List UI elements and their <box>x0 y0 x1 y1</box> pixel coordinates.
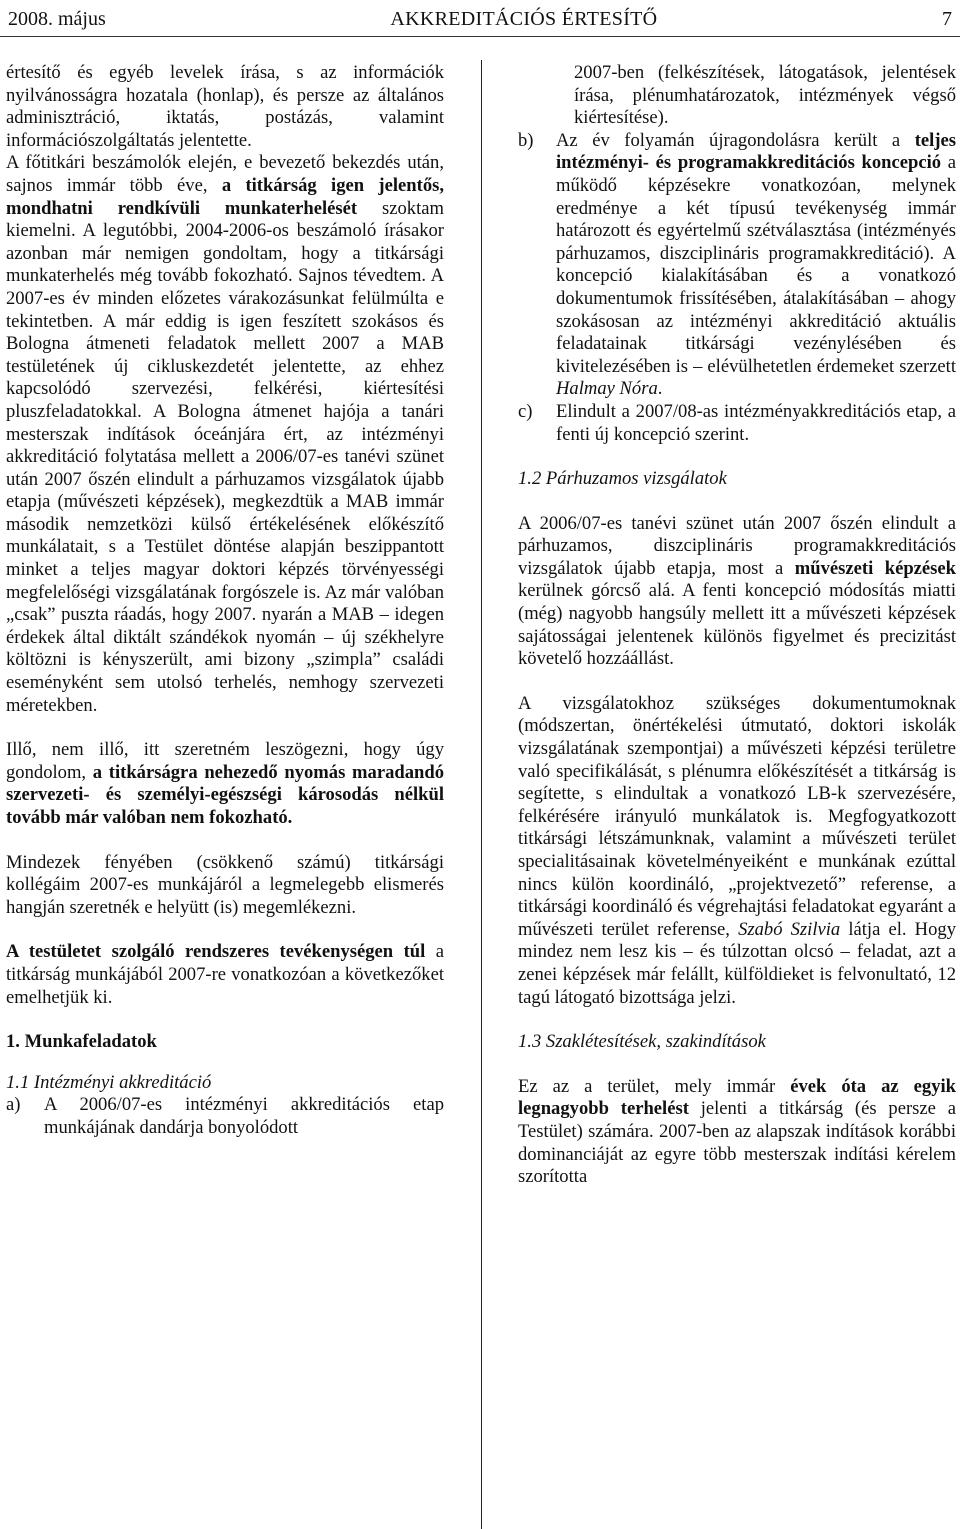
person-name: Halmay Nóra <box>556 378 658 400</box>
person-name: Szabó Szilvia <box>738 918 841 940</box>
list-item <box>6 1094 444 1139</box>
header-rule <box>0 36 960 37</box>
paragraph: Illő, nem illő, itt szeretném leszögezni, hogy úgy gondolom, a titkárságra nehezedő nyomás maradandó szervezeti- és személyi-egészségi károsodás nélkül tovább már valóban nem fokozható. <box>6 739 444 828</box>
list-text: Az év folyamán újragondolásra került a teljes intézményi- és programakkreditációs koncepció a működő képzésekre vonatkozóan, melynek eredménye a két típusú tevékenység immár határozott és egyértelmű szétválasztása (intézményés párhuzamos, diszciplináris programakkreditáció). A koncepció kialakításában és a vonatkozó dokumentumok frissítésében, átalakításában – ahogy szokásosan az intézményi akkreditáció aktuális feladatainak titkársági vezénylésében és kivitelezésében is – elévülhetetlen érdemeket szerzett Halmay Nóra. <box>556 129 956 400</box>
right-column <box>518 62 956 1189</box>
header-date: 2008. május <box>8 7 106 30</box>
column-divider <box>481 60 482 1529</box>
list-text: Elindult a 2007/08-as intézményakkreditációs etap, a fenti új koncepció szerint. <box>556 400 956 445</box>
emphasis: A testületet szolgáló rendszeres tevékenységen túl <box>6 941 426 963</box>
subsection-heading: 1.3 Szaklétesítések, szakindítások <box>518 1031 766 1053</box>
paragraph: A testületet szolgáló rendszeres tevékenységen túl a titkárság munkájából 2007-re vonatkozóan a következőket emelhetjük ki. <box>6 941 444 1008</box>
list-item <box>518 130 956 401</box>
emphasis: művészeti képzések <box>794 557 956 579</box>
emphasis: teljes intézményi- és programakkreditációs koncepció <box>556 129 956 174</box>
list-item <box>518 401 956 446</box>
list-label: a) <box>6 1094 21 1116</box>
header-magazine-title: AKKREDITÁCIÓS ÉRTESÍTŐ <box>390 7 658 30</box>
emphasis: a titkárság igen jelentős, mondhatni rendkívüli munkaterhelését <box>6 174 444 219</box>
list-text: A 2006/07-es intézményi akkreditációs etap munkájának dandárja bonyolódott <box>44 1094 444 1138</box>
paragraph: A 2006/07-es tanévi szünet után 2007 őszén elindult a párhuzamos, diszciplináris programakkreditációs vizsgálatok újabb etapja, most a művészeti képzések kerülnek górcső alá. A fenti koncepció módosítás miatti (még) nagyobb hangsúly mellett itt a művészeti képzések sajátosságai jelentenek különös figyelmet és precizitást követelő hozzáállást. <box>518 512 956 670</box>
paragraph: Ez az a terület, mely immár évek óta az egyik legnagyobb terhelést jelenti a titkárság (és persze a Testület) számára. 2007-ben az alapszak indítások korábbi dominanciáját az egyre több mesterszak indítási kérelem szorította <box>518 1075 956 1188</box>
list-label: b) <box>518 129 534 151</box>
list-label: c) <box>518 400 533 422</box>
paragraph: A főtitkári beszámolók elején, e bevezető bekezdés után, sajnos immár több éve, a titkárság igen jelentős, mondhatni rendkívüli munkaterhelését szoktam kiemelni. A legutóbbi, 2004-2006-os beszámoló írásakor azonban már nemigen gondoltam, hogy a titkársági munkaterhelés még tovább fokozható. Sajnos tévedtem. A 2007-es év minden előzetes várakozásunkat felülmúlta e tekintetben. A már eddig is igen feszített szokásos és Bologna átmeneti feladatok mellett 2007 a MAB testületének új cikluskezdetét jelentette, az ehhez kapcsolódó szervezési, felkérési, kiértesítési pluszfeladatokkal. A Bologna átmenet hajója a tanári mesterszak indítások óceánjára ért, az intézményi akkreditáció folytatása mellett a 2006/07-es tanévi szünet után 2007 őszén elindult a párhuzamos vizsgálatok újabb etapja (művészeti képzések), megkezdtük a MAB immár második nemzetközi külső értékelésének előkészítő munkálatait, s a Testület döntése alapján beszippantott minket a teljes magyar doktori képzés törvényességi megfelelőségi vizsgálatának forgószele is. Az már valóban „csak” puszta ráadás, hogy 2007. nyarán a MAB – idegen érdekek által diktált szándékok nyomán – új székhelyre költözni is kényszerült, ami bizony „szimpla” családi eseményként sem utolsó terhelés, nemhogy szervezeti méretekben. <box>6 152 444 716</box>
emphasis: a titkárságra nehezedő nyomás maradandó szervezeti- és személyi-egészségi károsodás nélkül tovább már valóban nem fokozható. <box>6 761 444 828</box>
subsection-heading: 1.1 Intézményi akkreditáció <box>6 1071 212 1093</box>
page-header <box>8 4 952 34</box>
paragraph: A vizsgálatokhoz szükséges dokumentumoknak (módszertan, önértékelési útmutató, doktori iskolák vizsgálatának szempontjai) a művészeti képzési területre való specifikálását, s plénumra előkészítését a titkárság is segítette, s elindultak a vonatkozó LB-k szervezésére, felkérésére irányuló munkálatok is. Megfogyatkozott titkársági létszámunknak, valamint a művészeti terület specialitásainak követelményeiként e munkának ezúttal nincs külön koordináló, „projektvezető” referense, a titkársági koordináló és végrehajtási feladatokat egyaránt a művészeti terület referense, Szabó Szilvia látja el. Hogy mindez nem lesz kis – és túlzottan olcsó – feladat, azt a zenei képzések már felállt, külföldieket is felvonultató, 12 tagú látogató bizottsága jelzi. <box>518 692 956 1008</box>
paragraph: értesítő és egyéb levelek írása, s az információk nyilvánosságra hozatala (honlap), és persze az általános adminisztráció, iktatás, postázás, valamint információszolgáltatás jelentette. <box>6 62 444 151</box>
emphasis: évek óta az egyik legnagyobb terhelést <box>518 1075 956 1120</box>
subsection-heading: 1.2 Párhuzamos vizsgálatok <box>518 468 727 490</box>
header-page-number: 7 <box>942 7 952 30</box>
section-heading: 1. Munkafeladatok <box>6 1031 157 1053</box>
paragraph: Mindezek fényében (csökkenő számú) titkársági kollégáim 2007-es munkájáról a legmelegebb elismerés hangján szeretnék e helyütt (is) megemlékezni. <box>6 851 444 918</box>
left-column <box>6 62 444 1140</box>
list-continuation: 2007-ben (felkészítések, látogatások, jelentések írása, plénumhatározatok, intézmények végső kiértesítése). <box>574 62 956 129</box>
